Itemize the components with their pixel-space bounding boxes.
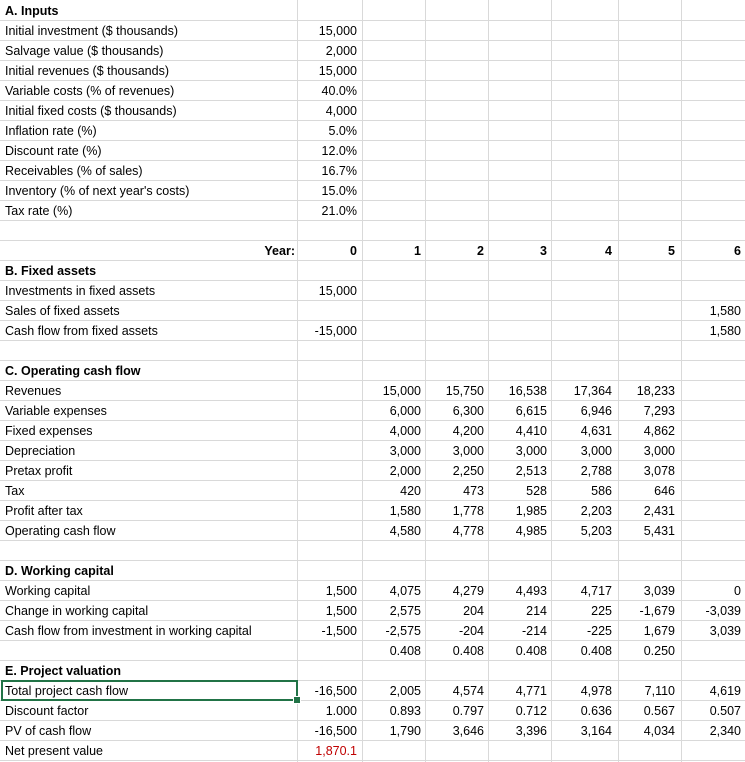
value-cell[interactable]: 2,000	[389, 464, 421, 478]
value-cell[interactable]: 21.0%	[321, 204, 357, 218]
row-label[interactable]: Cash flow from fixed assets	[5, 324, 158, 338]
value-cell[interactable]: 0.712	[515, 704, 547, 718]
value-cell[interactable]: 4,580	[389, 524, 421, 538]
value-cell[interactable]: 2,005	[389, 684, 421, 698]
value-cell[interactable]: 3,164	[580, 724, 612, 738]
value-cell[interactable]: 4,493	[515, 584, 547, 598]
value-cell[interactable]: 15,000	[318, 284, 357, 298]
row-label[interactable]: Discount rate (%)	[5, 144, 102, 158]
value-cell[interactable]: 3,000	[580, 444, 612, 458]
value-cell[interactable]: 6	[734, 244, 741, 258]
value-cell[interactable]: 4,771	[515, 684, 547, 698]
row-label[interactable]: Discount factor	[5, 704, 89, 718]
value-cell[interactable]: 15,000	[318, 24, 357, 38]
row-label[interactable]: Inventory (% of next year's costs)	[5, 184, 190, 198]
row-label[interactable]: C. Operating cash flow	[5, 364, 141, 378]
value-cell[interactable]: 2,203	[580, 504, 612, 518]
value-cell[interactable]: 4,978	[580, 684, 612, 698]
value-cell[interactable]: 0.250	[643, 644, 675, 658]
value-cell[interactable]: 4,778	[452, 524, 484, 538]
value-cell[interactable]: 2	[477, 244, 484, 258]
value-cell[interactable]: -1,679	[639, 604, 675, 618]
value-cell[interactable]: 2,340	[709, 724, 741, 738]
row-label[interactable]: Net present value	[5, 744, 103, 758]
value-cell[interactable]: 2,250	[452, 464, 484, 478]
value-cell[interactable]: 3,646	[452, 724, 484, 738]
value-cell[interactable]: 0	[350, 244, 357, 258]
value-cell[interactable]: -3,039	[705, 604, 741, 618]
value-cell[interactable]: 15,750	[445, 384, 484, 398]
row-label[interactable]: B. Fixed assets	[5, 264, 97, 278]
value-cell[interactable]: -225	[586, 624, 612, 638]
row-label[interactable]: A. Inputs	[5, 4, 59, 18]
value-cell[interactable]: 2,513	[515, 464, 547, 478]
row-label[interactable]: Cash flow from investment in working capital	[5, 624, 252, 638]
value-cell[interactable]: 3,039	[643, 584, 675, 598]
value-cell[interactable]: 2,431	[643, 504, 675, 518]
row-label[interactable]: Initial investment ($ thousands)	[5, 24, 179, 38]
value-cell[interactable]: 1.000	[325, 704, 357, 718]
value-cell[interactable]: 4,075	[389, 584, 421, 598]
row-label[interactable]: Pretax profit	[5, 464, 73, 478]
row-label[interactable]: Variable expenses	[5, 404, 107, 418]
value-cell[interactable]: 1,985	[515, 504, 547, 518]
row-label[interactable]	[5, 641, 295, 661]
value-cell[interactable]: 0.408	[515, 644, 547, 658]
value-cell[interactable]: 5.0%	[328, 124, 357, 138]
row-label[interactable]: Depreciation	[5, 444, 76, 458]
value-cell[interactable]: -214	[521, 624, 547, 638]
value-cell[interactable]: 1,679	[643, 624, 675, 638]
value-cell[interactable]: 15.0%	[321, 184, 357, 198]
value-cell[interactable]: 3,000	[452, 444, 484, 458]
row-label[interactable]: Initial revenues ($ thousands)	[5, 64, 169, 78]
value-cell[interactable]: -16,500	[314, 684, 357, 698]
value-cell[interactable]: 4,631	[580, 424, 612, 438]
row-label[interactable]: Tax rate (%)	[5, 204, 73, 218]
value-cell[interactable]: 473	[463, 484, 484, 498]
row-label[interactable]: Receivables (% of sales)	[5, 164, 143, 178]
value-cell[interactable]: 586	[591, 484, 612, 498]
value-cell[interactable]: 214	[526, 604, 547, 618]
value-cell[interactable]: 4,574	[452, 684, 484, 698]
value-cell[interactable]: -16,500	[314, 724, 357, 738]
value-cell[interactable]: 4,000	[325, 104, 357, 118]
value-cell[interactable]: 15,000	[382, 384, 421, 398]
row-label[interactable]: Salvage value ($ thousands)	[5, 44, 164, 58]
value-cell[interactable]: 0.797	[452, 704, 484, 718]
cell-selection	[1, 680, 298, 701]
value-cell[interactable]: 2,575	[389, 604, 421, 618]
value-cell[interactable]: 12.0%	[321, 144, 357, 158]
row-label[interactable]: Profit after tax	[5, 504, 83, 518]
value-cell[interactable]: -15,000	[314, 324, 357, 338]
value-cell[interactable]: 204	[463, 604, 484, 618]
value-cell[interactable]: 0.408	[452, 644, 484, 658]
value-cell[interactable]: 5,203	[580, 524, 612, 538]
row-label[interactable]: Operating cash flow	[5, 524, 116, 538]
row-label[interactable]: Tax	[5, 484, 25, 498]
value-cell[interactable]: 40.0%	[321, 84, 357, 98]
value-cell[interactable]: 2,000	[325, 44, 357, 58]
value-cell[interactable]: 646	[654, 484, 675, 498]
value-cell[interactable]: 3,039	[709, 624, 741, 638]
value-cell[interactable]: 3,000	[643, 444, 675, 458]
value-cell[interactable]: 1,778	[452, 504, 484, 518]
value-cell[interactable]: 4,717	[580, 584, 612, 598]
gridline	[681, 0, 682, 762]
value-cell[interactable]: 1,870.1	[315, 744, 357, 758]
value-cell[interactable]: 1	[414, 244, 421, 258]
value-cell[interactable]: 4,862	[643, 424, 675, 438]
value-cell[interactable]: 16,538	[508, 384, 547, 398]
row-label[interactable]: Initial fixed costs ($ thousands)	[5, 104, 177, 118]
value-cell[interactable]: 16.7%	[321, 164, 357, 178]
value-cell[interactable]: -204	[458, 624, 484, 638]
value-cell[interactable]: -1,500	[321, 624, 357, 638]
row-label[interactable]: PV of cash flow	[5, 724, 92, 738]
value-cell[interactable]: 420	[400, 484, 421, 498]
value-cell[interactable]: 0.507	[709, 704, 741, 718]
value-cell[interactable]: 4,034	[643, 724, 675, 738]
value-cell[interactable]: 5,431	[643, 524, 675, 538]
value-cell[interactable]: 6,300	[452, 404, 484, 418]
row-label[interactable]: Total project cash flow	[5, 684, 128, 698]
value-cell[interactable]: 3	[540, 244, 547, 258]
row-label[interactable]: Sales of fixed assets	[5, 304, 120, 318]
value-cell[interactable]: 1,580	[709, 324, 741, 338]
value-cell[interactable]: 4,000	[389, 424, 421, 438]
value-cell[interactable]: 17,364	[573, 384, 612, 398]
value-cell[interactable]: 1,500	[325, 604, 357, 618]
row-label[interactable]: E. Project valuation	[5, 664, 122, 678]
value-cell[interactable]: 4,410	[515, 424, 547, 438]
value-cell[interactable]: 3,000	[515, 444, 547, 458]
value-cell[interactable]: 6,946	[580, 404, 612, 418]
value-cell[interactable]: 0.636	[580, 704, 612, 718]
value-cell[interactable]: 1,580	[389, 504, 421, 518]
value-cell[interactable]: 0.408	[580, 644, 612, 658]
value-cell[interactable]: 4,279	[452, 584, 484, 598]
value-cell[interactable]: 7,293	[643, 404, 675, 418]
value-cell[interactable]: 7,110	[644, 684, 675, 698]
value-cell[interactable]: 6,000	[389, 404, 421, 418]
value-cell[interactable]: 5	[668, 244, 675, 258]
value-cell[interactable]: -2,575	[385, 624, 421, 638]
value-cell[interactable]: 1,500	[325, 584, 357, 598]
row-label[interactable]: Revenues	[5, 384, 62, 398]
value-cell[interactable]: 0.408	[389, 644, 421, 658]
value-cell[interactable]: 3,078	[643, 464, 675, 478]
row-label[interactable]: D. Working capital	[5, 564, 114, 578]
row-label[interactable]: Change in working capital	[5, 604, 149, 618]
value-cell[interactable]: 0	[734, 584, 741, 598]
row-label[interactable]: Working capital	[5, 584, 91, 598]
row-label[interactable]: Inflation rate (%)	[5, 124, 97, 138]
value-cell[interactable]: 225	[591, 604, 612, 618]
value-cell[interactable]: 0.893	[389, 704, 421, 718]
value-cell[interactable]: 4	[605, 244, 612, 258]
value-cell[interactable]: 1,580	[709, 304, 741, 318]
fill-handle[interactable]	[293, 696, 301, 704]
value-cell[interactable]: 4,619	[709, 684, 741, 698]
value-cell[interactable]: 6,615	[515, 404, 547, 418]
value-cell[interactable]: 18,233	[636, 384, 675, 398]
value-cell[interactable]: 15,000	[318, 64, 357, 78]
value-cell[interactable]: 528	[526, 484, 547, 498]
value-cell[interactable]: 0.567	[643, 704, 675, 718]
value-cell[interactable]: 3,000	[389, 444, 421, 458]
value-cell[interactable]: 2,788	[580, 464, 612, 478]
year-label: Year:	[264, 244, 295, 258]
value-cell[interactable]: 1,790	[389, 724, 421, 738]
value-cell[interactable]: 4,200	[452, 424, 484, 438]
row-label[interactable]: Variable costs (% of revenues)	[5, 84, 175, 98]
value-cell[interactable]: 3,396	[515, 724, 547, 738]
row-label[interactable]: Fixed expenses	[5, 424, 93, 438]
row-label[interactable]: Investments in fixed assets	[5, 284, 156, 298]
value-cell[interactable]: 4,985	[515, 524, 547, 538]
